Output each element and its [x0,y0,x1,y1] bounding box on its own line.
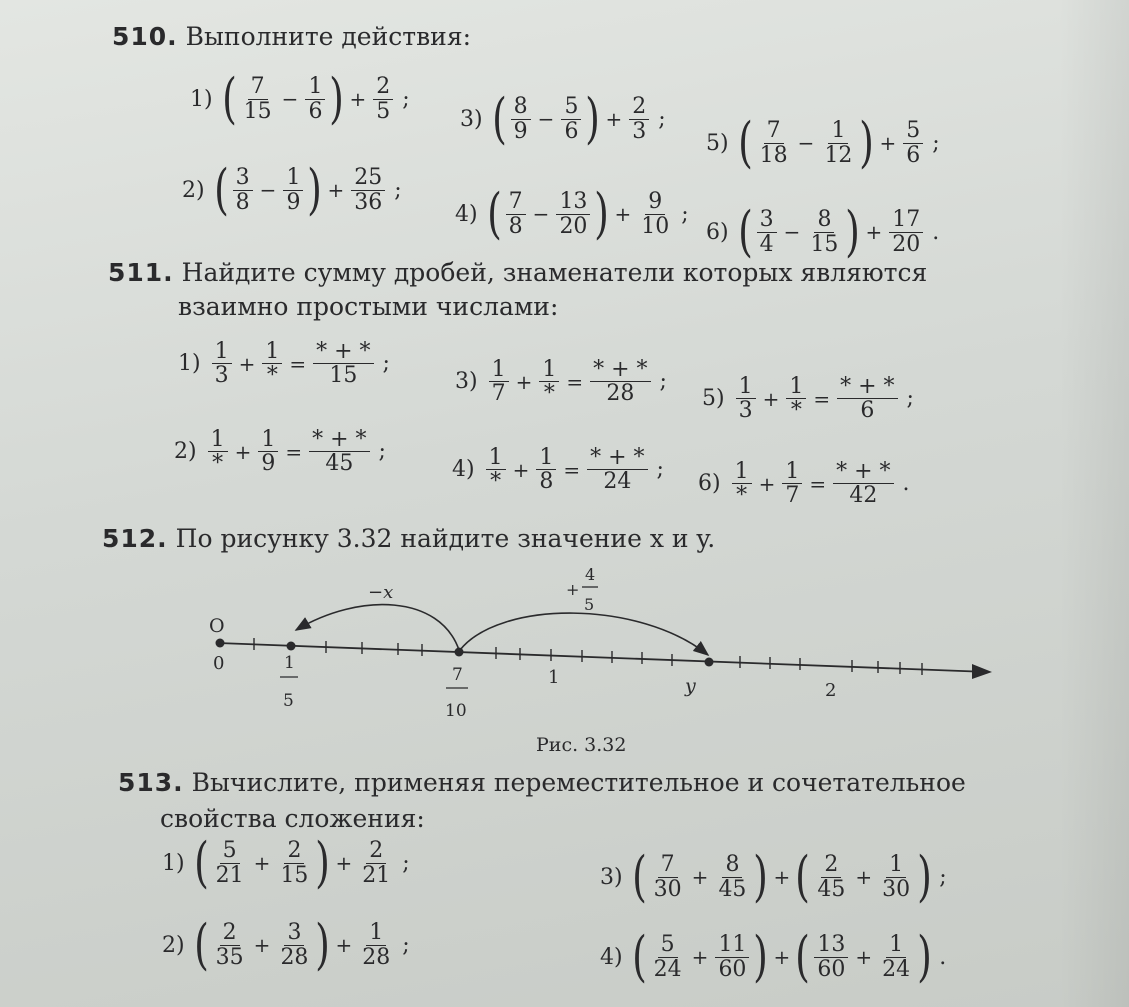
fraction: $\frac{5}{6}$ [903,119,923,166]
exercise-511-5: 5) $\frac{1}{3}$ + $\frac{1}{*}$ = $\frac{* + *}{6}$ ; [702,374,914,424]
fraction: $\frac{5}{6}$ [561,95,581,142]
fraction: $\frac{1}{9}$ [283,166,303,213]
fraction: $\frac{3}{28}$ [280,920,309,970]
exercise-510-3: 3) ( $\frac{8}{9}$ − $\frac{5}{6}$ ) + $\frac{2}{3}$ ; [460,87,666,150]
exercise-513-4: 4) ( $\frac{5}{24}$ + $\frac{11}{60}$ ) + ( $\frac{13}{60}$ + $\frac{1}{24}$ ) . [600,925,947,988]
fraction: $\frac{1}{3}$ [736,375,756,422]
arc-plus-four-fifths [460,613,708,655]
fraction: $\frac{7}{8}$ [506,190,526,237]
fraction: $\frac{1}{7}$ [489,358,509,405]
fraction: $\frac{* + *}{42}$ [833,460,893,507]
fraction: $\frac{7}{15}$ [243,74,272,124]
fraction: $\frac{7}{30}$ [653,852,682,902]
label-one: 1 [548,667,560,688]
fraction: $\frac{1}{*}$ [786,375,806,422]
fraction: $\frac{1}{6}$ [305,75,325,122]
fraction: $\frac{13}{60}$ [814,933,848,980]
fraction: $\frac{2}{21}$ [362,838,391,888]
exercise-510-5: 5) ( $\frac{7}{18}$ − $\frac{1}{12}$ ) + $\frac{5}{6}$ ; [706,111,940,174]
exercise-510-4: 4) ( $\frac{7}{8}$ − $\frac{13}{20}$ ) + $\frac{9}{10}$ ; [455,182,689,245]
arc-minus-x [296,605,459,650]
fraction: $\frac{2}{15}$ [280,838,309,888]
point-y [705,658,714,667]
figure-caption: Рис. 3.32 [536,734,627,756]
fraction: $\frac{2}{5}$ [373,75,393,122]
problem-513-title [118,768,966,797]
label-four: 4 [585,565,596,584]
problem-text: По рисунку 3.32 найдите значение x и y. [175,524,716,553]
fraction: $\frac{1}{*}$ [486,446,506,493]
exercise-513-1: 1) ( $\frac{5}{21}$ + $\frac{2}{15}$ ) + $\frac{2}{21}$ ; [162,831,410,894]
label-origin-O: O [209,615,225,637]
fraction: $\frac{1}{*}$ [732,460,752,507]
fraction: $\frac{1}{30}$ [882,852,911,902]
label-minus-x: −x [368,582,394,603]
exercise-511-1: 1) $\frac{1}{3}$ + $\frac{1}{*}$ = $\frac{* + *}{15}$ ; [178,339,390,389]
fraction: $\frac{1}{28}$ [362,920,391,970]
label-zero: 0 [213,653,225,674]
fraction: $\frac{8}{45}$ [718,852,747,902]
exercise-510-6: 6) ( $\frac{3}{4}$ − $\frac{8}{15}$ ) + $\frac{17}{20}$ . [706,200,940,263]
fraction: $\frac{8}{9}$ [511,95,531,142]
fraction: $\frac{1}{7}$ [782,460,802,507]
problem-text-line1: Вычислите, применяя переместительное и сочетательное [191,768,966,797]
problem-text: Выполните действия: [185,22,472,51]
fraction: $\frac{2}{3}$ [629,95,649,142]
label-fifth-num: 1 [284,653,295,673]
exercise-510-1: 1) ( $\frac{7}{15}$ − $\frac{1}{6}$ ) + $\frac{2}{5}$ ; [190,67,410,130]
fraction: $\frac{17}{20}$ [889,208,923,255]
exercise-511-4: 4) $\frac{1}{*}$ + $\frac{1}{8}$ = $\frac{* + *}{24}$ ; [452,445,664,495]
problem-number: 512. [102,524,168,553]
fraction: $\frac{11}{60}$ [715,933,749,980]
label-plus-sign: + [566,580,580,599]
fraction: $\frac{1}{*}$ [208,428,228,475]
point-origin [216,639,225,648]
fraction: $\frac{1}{9}$ [258,428,278,475]
exercise-511-3: 3) $\frac{1}{7}$ + $\frac{1}{*}$ = $\frac{* + *}{28}$ ; [455,357,667,407]
problem-number: 510. [112,22,178,51]
fraction: $\frac{5}{21}$ [215,838,244,888]
fraction: $\frac{3}{8}$ [233,166,253,213]
fraction: $\frac{2}{45}$ [817,852,846,902]
fraction: $\frac{2}{35}$ [215,920,244,970]
fraction: $\frac{9}{10}$ [641,189,670,239]
problem-511-title-line2: взаимно простыми числами: [178,292,559,321]
fraction: $\frac{* + *}{6}$ [837,375,897,422]
number-line-axis [218,643,988,672]
label-y: y [685,675,696,697]
fraction: $\frac{1}{*}$ [262,340,282,387]
fraction: $\frac{* + *}{24}$ [587,446,647,493]
label-two: 2 [825,680,837,701]
label-fifth-den: 5 [283,691,294,711]
fraction: $\frac{* + *}{28}$ [590,358,650,405]
fraction: $\frac{13}{20}$ [556,190,590,237]
exercise-511-6: 6) $\frac{1}{*}$ + $\frac{1}{7}$ = $\frac{* + *}{42}$ . [698,459,910,509]
fraction: $\frac{1}{8}$ [536,446,556,493]
point-one-fifth [287,642,296,651]
problem-513-title-line2: свойства сложения: [160,804,425,833]
label-seventenths-den: 10 [445,701,467,721]
fraction: $\frac{8}{15}$ [810,207,839,257]
exercise-510-2: 2) ( $\frac{3}{8}$ − $\frac{1}{9}$ ) + $\frac{25}{36}$ ; [182,158,402,221]
problem-number: 511. [108,258,174,287]
fraction: $\frac{7}{18}$ [759,118,788,168]
fraction: $\frac{1}{24}$ [882,932,911,982]
fraction: $\frac{5}{24}$ [653,932,682,982]
axis-arrowhead [972,664,992,679]
fraction: $\frac{* + *}{15}$ [313,340,373,387]
fraction: $\frac{1}{*}$ [539,358,559,405]
fraction: $\frac{* + *}{45}$ [309,428,369,475]
exercise-513-3: 3) ( $\frac{7}{30}$ + $\frac{8}{45}$ ) + ( $\frac{2}{45}$ + $\frac{1}{30}$ ) ; [600,845,947,908]
fraction: $\frac{1}{12}$ [824,118,853,168]
exercise-511-2: 2) $\frac{1}{*}$ + $\frac{1}{9}$ = $\frac{* + *}{45}$ ; [174,427,386,477]
problem-text-line1: Найдите сумму дробей, знаменатели которых являются [181,258,928,287]
problem-number: 513. [118,768,184,797]
fraction: $\frac{25}{36}$ [351,166,385,213]
fraction: $\frac{3}{4}$ [757,208,777,255]
exercise-513-2: 2) ( $\frac{2}{35}$ + $\frac{3}{28}$ ) + $\frac{1}{28}$ ; [162,913,410,976]
label-five: 5 [584,595,595,614]
fraction: $\frac{1}{3}$ [212,340,232,387]
label-seventenths-num: 7 [452,665,463,685]
